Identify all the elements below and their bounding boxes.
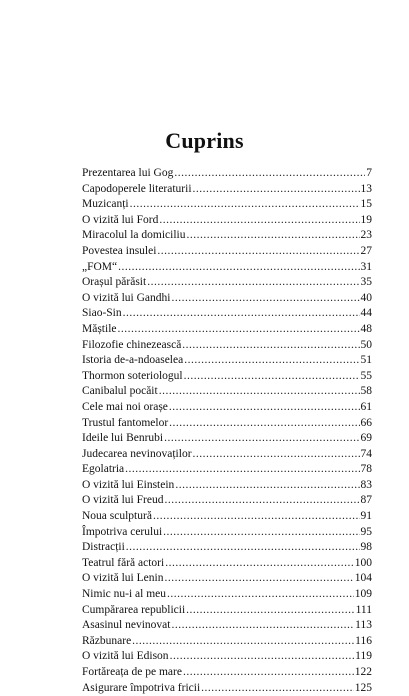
toc-entry bbox=[82, 400, 372, 416]
dot-leader bbox=[147, 275, 359, 291]
toc-entry-title: O vizită lui Ford bbox=[82, 213, 159, 226]
toc-entry bbox=[82, 228, 372, 244]
dot-leader bbox=[171, 291, 359, 307]
toc-entry-page: 13 bbox=[360, 182, 372, 195]
dot-leader bbox=[193, 182, 360, 198]
toc-entry-page: 83 bbox=[360, 478, 372, 491]
toc-entry-title: Judecarea nevinovaților bbox=[82, 447, 192, 460]
toc-entry-page: 116 bbox=[355, 634, 372, 647]
dot-leader bbox=[130, 197, 360, 213]
toc-entry bbox=[82, 213, 372, 229]
toc-entry bbox=[82, 322, 372, 338]
toc-entry-title: Nimic nu-i al meu bbox=[82, 588, 166, 601]
dot-leader bbox=[167, 587, 354, 603]
dot-leader bbox=[201, 681, 354, 696]
toc-entry-title: Canibalul pocăit bbox=[82, 385, 158, 398]
toc-entry bbox=[82, 416, 372, 432]
dot-leader bbox=[170, 649, 355, 665]
toc-entry-page: 19 bbox=[360, 213, 372, 226]
dot-leader bbox=[153, 509, 360, 525]
dot-leader bbox=[184, 353, 359, 369]
dot-leader bbox=[159, 384, 360, 400]
dot-leader bbox=[126, 540, 360, 556]
toc-entry-title: Măștile bbox=[82, 322, 117, 335]
dot-leader bbox=[163, 525, 359, 541]
toc-entry bbox=[82, 649, 372, 665]
dot-leader bbox=[174, 166, 365, 182]
toc-entry-title: O vizită lui Lenin bbox=[82, 572, 164, 585]
toc-entry-page: 125 bbox=[354, 681, 372, 694]
toc-entry bbox=[82, 556, 372, 572]
toc-entry-title: Thormon soteriologul bbox=[82, 369, 183, 382]
toc-entry-page: 66 bbox=[360, 416, 372, 429]
toc-entry-title: Siao-Sin bbox=[82, 307, 122, 320]
toc-entry-page: 58 bbox=[360, 385, 372, 398]
toc-entry-title: Asasinul nevinovat bbox=[82, 619, 171, 632]
toc-entry-title: Prezentarea lui Gog bbox=[82, 167, 174, 179]
toc-entry-page: 100 bbox=[354, 556, 372, 569]
dot-leader bbox=[186, 603, 354, 619]
dot-leader bbox=[183, 665, 354, 681]
toc-entry-title: Noua sculptură bbox=[82, 510, 152, 523]
toc-entry-title: Fortăreața de pe mare bbox=[82, 666, 182, 678]
toc-entry-title: „FOM“ bbox=[82, 260, 118, 273]
toc-entry bbox=[82, 665, 372, 681]
toc-entry bbox=[82, 634, 372, 650]
dot-leader bbox=[165, 556, 354, 572]
toc-entry bbox=[82, 338, 372, 354]
toc-entry-title: Muzicanți bbox=[82, 198, 129, 211]
toc-entry-page: 122 bbox=[354, 666, 372, 678]
toc-entry-title: Filozofie chinezească bbox=[82, 338, 182, 351]
dot-leader bbox=[171, 618, 354, 634]
toc-entry-page: 27 bbox=[360, 244, 372, 257]
toc-entry-page: 78 bbox=[360, 463, 372, 476]
toc-entry-title: O vizită lui Gandhi bbox=[82, 291, 171, 304]
toc-entry-title: Istoria de-a-ndoaselea bbox=[82, 354, 184, 367]
dot-leader bbox=[193, 447, 360, 463]
toc-entry bbox=[82, 571, 372, 587]
toc-entry bbox=[82, 275, 372, 291]
toc-entry-page: 44 bbox=[360, 307, 372, 320]
toc-entry bbox=[82, 353, 372, 369]
toc-entry bbox=[82, 384, 372, 400]
dot-leader bbox=[118, 322, 360, 338]
toc-entry-page: 31 bbox=[360, 260, 372, 273]
toc-entry bbox=[82, 603, 372, 619]
toc-entry-page: 87 bbox=[360, 494, 372, 507]
toc-entry-title: Teatrul fără actori bbox=[82, 556, 165, 569]
dot-leader bbox=[123, 306, 360, 322]
toc-entry-page: 74 bbox=[360, 447, 372, 460]
toc-entry-title: Capodoperele literaturii bbox=[82, 182, 192, 195]
toc-entry bbox=[82, 587, 372, 603]
toc-entry bbox=[82, 369, 372, 385]
toc-entry-title: O vizită lui Freud bbox=[82, 494, 164, 507]
table-of-contents bbox=[82, 166, 372, 696]
dot-leader bbox=[125, 462, 359, 478]
dot-leader bbox=[164, 571, 353, 587]
toc-entry-title: Asigurare împotriva fricii bbox=[82, 681, 201, 694]
toc-entry bbox=[82, 431, 372, 447]
toc-entry-page: 113 bbox=[355, 619, 372, 632]
dot-leader bbox=[184, 369, 360, 385]
toc-entry bbox=[82, 493, 372, 509]
toc-entry bbox=[82, 260, 372, 276]
dot-leader bbox=[182, 338, 359, 354]
toc-entry bbox=[82, 166, 372, 182]
page-title: Cuprins bbox=[165, 128, 244, 153]
toc-entry-title: Cumpărarea republicii bbox=[82, 603, 186, 616]
toc-entry-page: 7 bbox=[366, 167, 372, 179]
toc-entry-title: Răzbunare bbox=[82, 634, 132, 647]
toc-entry bbox=[82, 182, 372, 198]
toc-entry-title: Ideile lui Benrubi bbox=[82, 432, 164, 445]
toc-entry-title: Orașul părăsit bbox=[82, 276, 147, 289]
toc-entry-title: Egolatria bbox=[82, 463, 125, 476]
dot-leader bbox=[159, 213, 359, 229]
toc-entry-page: 109 bbox=[354, 588, 372, 601]
dot-leader bbox=[169, 400, 360, 416]
toc-entry-page: 104 bbox=[354, 572, 372, 585]
dot-leader bbox=[118, 260, 359, 276]
toc-entry-title: O vizită lui Einstein bbox=[82, 478, 175, 491]
toc-entry-title: Povestea insulei bbox=[82, 244, 157, 257]
toc-entry bbox=[82, 509, 372, 525]
toc-entry-page: 48 bbox=[360, 322, 372, 335]
toc-entry-page: 35 bbox=[360, 276, 372, 289]
toc-entry-title: Împotriva cerului bbox=[82, 525, 163, 538]
toc-entry bbox=[82, 197, 372, 213]
toc-entry-page: 91 bbox=[360, 510, 372, 523]
toc-entry-page: 95 bbox=[360, 525, 372, 538]
toc-entry bbox=[82, 478, 372, 494]
toc-entry-title: Cele mai noi orașe bbox=[82, 400, 168, 413]
toc-entry bbox=[82, 244, 372, 260]
dot-leader bbox=[175, 478, 359, 494]
dot-leader bbox=[186, 228, 359, 244]
toc-entry bbox=[82, 306, 372, 322]
toc-entry-page: 61 bbox=[360, 400, 372, 413]
toc-entry bbox=[82, 462, 372, 478]
toc-entry-title: Trustul fantomelor bbox=[82, 416, 169, 429]
toc-entry bbox=[82, 447, 372, 463]
toc-entry-page: 50 bbox=[360, 338, 372, 351]
toc-entry-page: 15 bbox=[360, 198, 372, 211]
dot-leader bbox=[164, 493, 359, 509]
dot-leader bbox=[164, 431, 359, 447]
toc-entry-page: 111 bbox=[355, 603, 372, 616]
toc-entry-page: 119 bbox=[355, 650, 372, 663]
toc-entry-page: 98 bbox=[360, 541, 372, 554]
toc-entry-page: 23 bbox=[360, 229, 372, 242]
toc-entry-page: 55 bbox=[360, 369, 372, 382]
toc-entry-page: 69 bbox=[360, 432, 372, 445]
toc-entry bbox=[82, 618, 372, 634]
toc-entry-title: O vizită lui Edison bbox=[82, 650, 169, 663]
toc-entry-title: Miracolul la domiciliu bbox=[82, 229, 186, 242]
dot-leader bbox=[169, 416, 359, 432]
toc-entry bbox=[82, 540, 372, 556]
toc-entry bbox=[82, 525, 372, 541]
toc-entry-page: 40 bbox=[360, 291, 372, 304]
toc-entry-title: Distracții bbox=[82, 541, 125, 554]
toc-entry bbox=[82, 291, 372, 307]
dot-leader bbox=[132, 634, 354, 650]
toc-entry-page: 51 bbox=[360, 354, 372, 367]
dot-leader bbox=[157, 244, 359, 260]
toc-entry bbox=[82, 681, 372, 696]
